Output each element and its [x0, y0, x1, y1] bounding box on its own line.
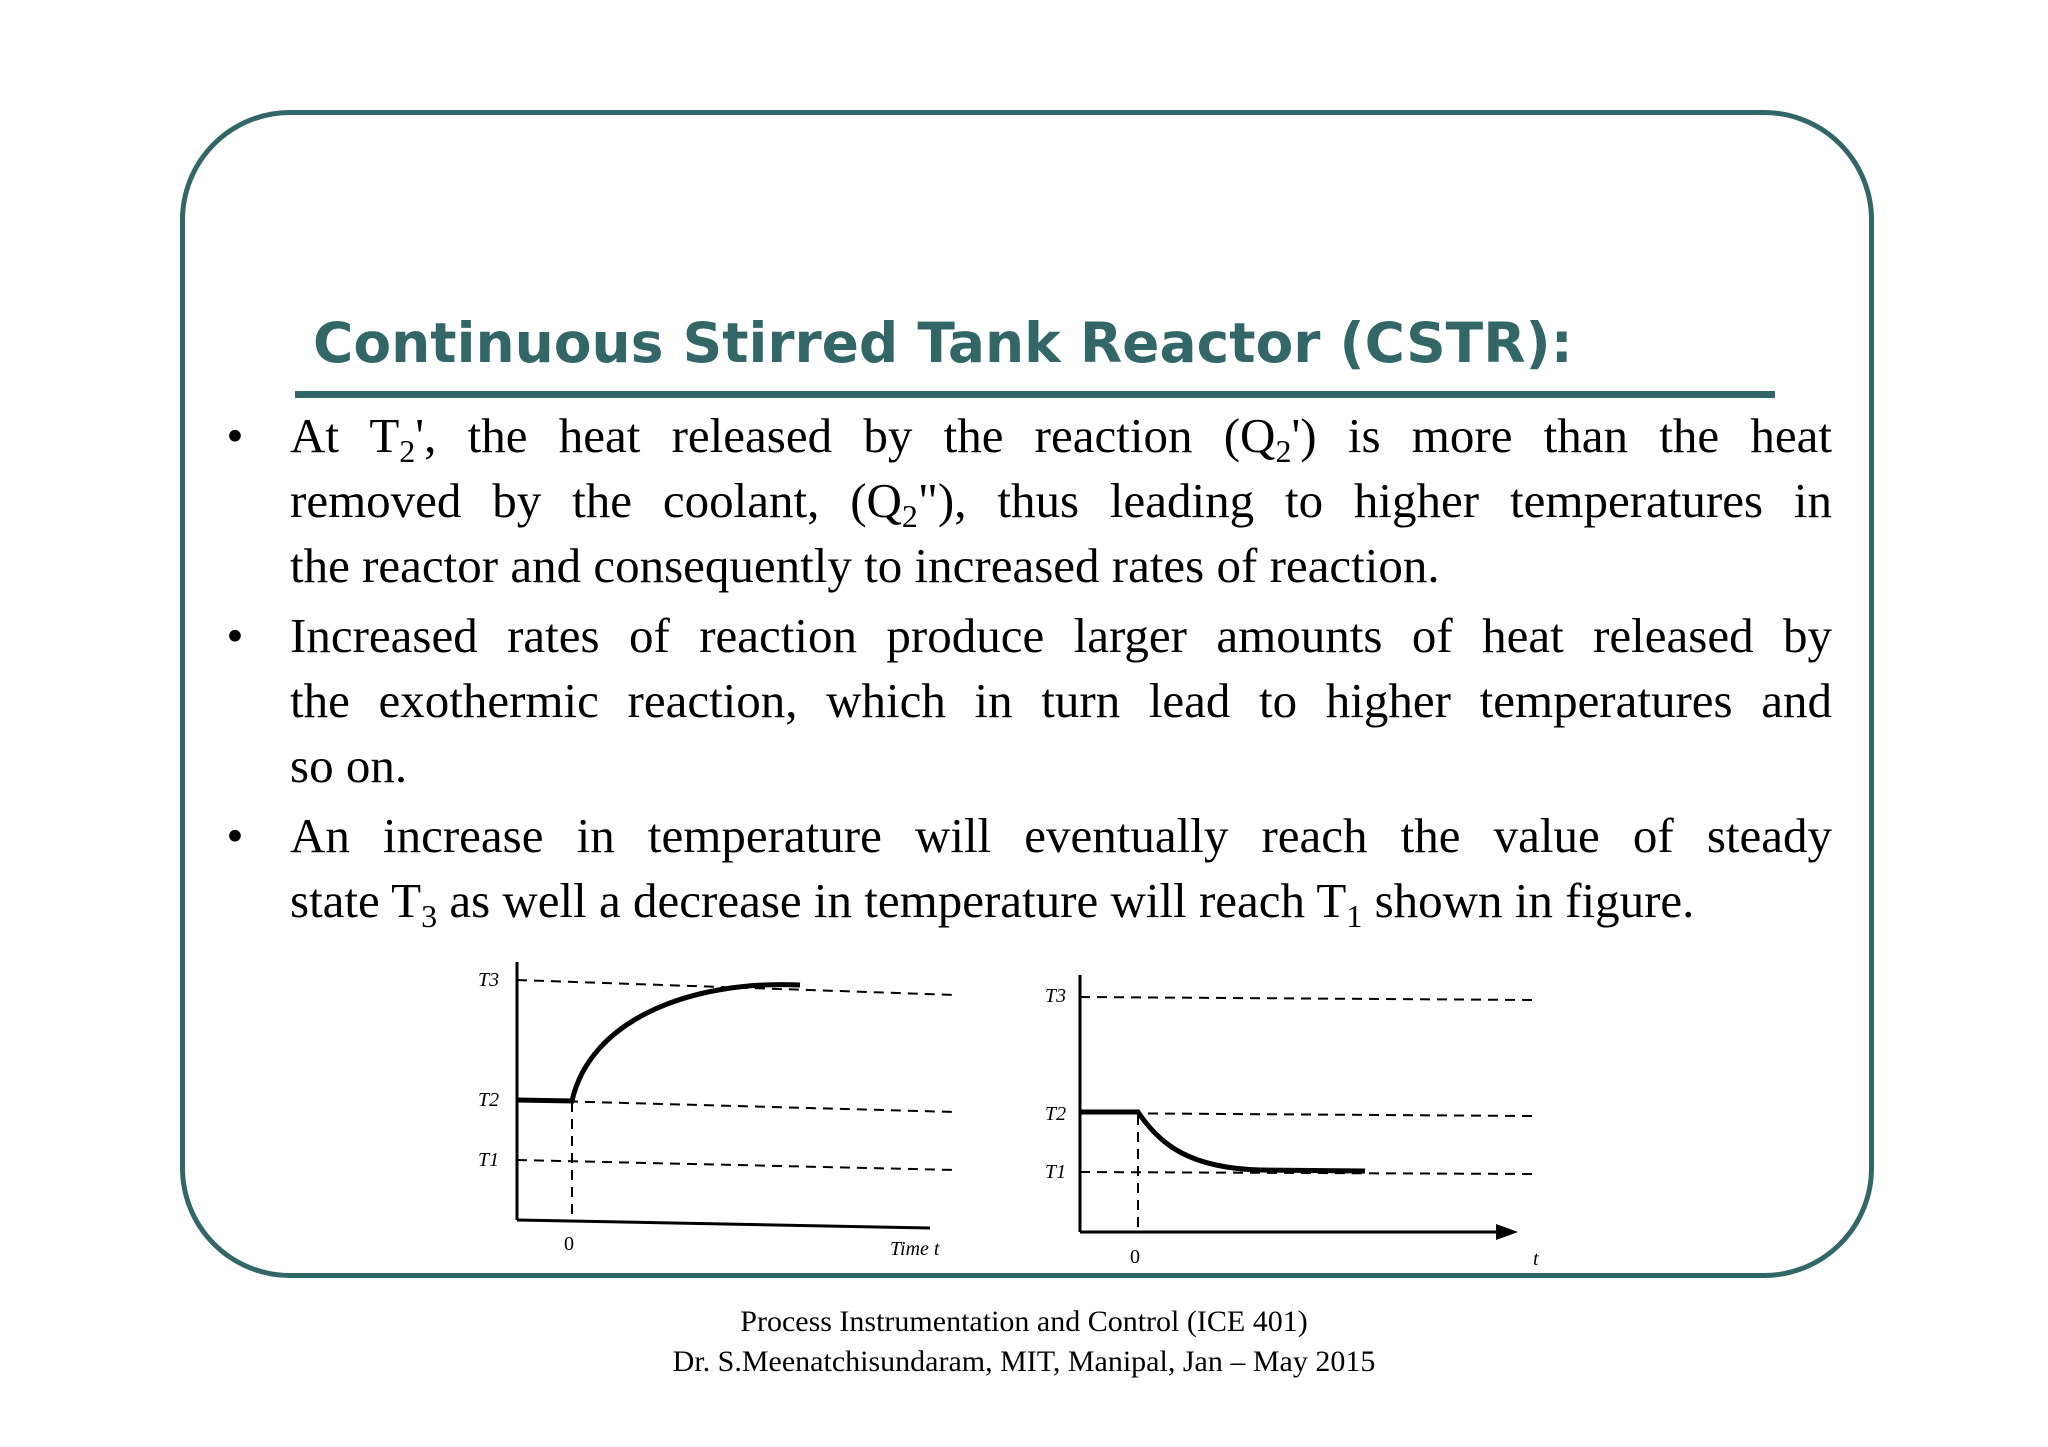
- title-underline: [295, 391, 1775, 398]
- bullet-line: the exothermic reaction, which in turn lead to higher temperatures and: [290, 673, 1832, 728]
- right-x-axis-arrowhead: [1496, 1224, 1518, 1240]
- right-t1-label: T1: [1045, 1161, 1067, 1183]
- left-origin-label: 0: [564, 1233, 574, 1255]
- temperature-response-figure: [460, 950, 1580, 1280]
- bullet-line: An increase in temperature will eventually reach the value of steady: [290, 808, 1832, 863]
- left-t1-label: T1: [478, 1149, 500, 1171]
- right-t2-dashed-line: [1080, 1113, 1532, 1116]
- right-t2-label: T2: [1045, 1103, 1067, 1125]
- slide-footer: [0, 1302, 2048, 1382]
- right-x-axis-label: t: [1533, 1248, 1539, 1270]
- bullet-item: [220, 403, 1832, 598]
- right-falling-response-curve: [1080, 1112, 1365, 1171]
- left-t2-label: T2: [478, 1089, 500, 1111]
- right-t3-dashed-line: [1080, 997, 1532, 1000]
- bullet-line: state $T_3$ as well a decrease in temperature will reach $T_1$ shown in figure.: [290, 873, 1695, 934]
- bullet-line: removed by the coolant, $(Q_2")$, thus leading to higher temperatures in: [290, 473, 1832, 534]
- bullet-line: the reactor and consequently to increased rates of reaction.: [290, 538, 1440, 593]
- left-t3-label: T3: [478, 969, 500, 991]
- left-t2-dashed-line: [517, 1100, 955, 1112]
- bullet-item: [220, 803, 1832, 933]
- right-plot: [1045, 975, 1539, 1270]
- bullet-item: [220, 603, 1832, 798]
- bullet-line: so on.: [290, 738, 408, 793]
- figure-svg: [460, 950, 1580, 1280]
- left-t1-dashed-line: [517, 1160, 955, 1170]
- left-rising-response-curve: [517, 985, 800, 1101]
- left-x-axis: [517, 1220, 930, 1228]
- left-x-axis-label: Time t: [890, 1238, 940, 1260]
- right-origin-label: 0: [1130, 1246, 1140, 1268]
- footer-course: Process Instrumentation and Control (ICE 401): [740, 1305, 1308, 1338]
- footer-author: Dr. S.Meenatchisundaram, MIT, Manipal, Jan – May 2015: [672, 1345, 1376, 1378]
- slide-title: Continuous Stirred Tank Reactor (CSTR):: [313, 311, 1573, 375]
- bullet-marker: •: [226, 408, 244, 463]
- bullet-line: At $T_2'$, the heat released by the reaction $(Q_2')$ is more than the heat: [290, 408, 1833, 469]
- bullet-list: [220, 403, 1832, 938]
- left-plot: [478, 962, 955, 1260]
- bullet-marker: •: [226, 808, 244, 863]
- bullet-marker: •: [226, 608, 244, 663]
- right-t3-label: T3: [1045, 985, 1067, 1007]
- bullet-line: Increased rates of reaction produce larger amounts of heat released by: [290, 608, 1832, 663]
